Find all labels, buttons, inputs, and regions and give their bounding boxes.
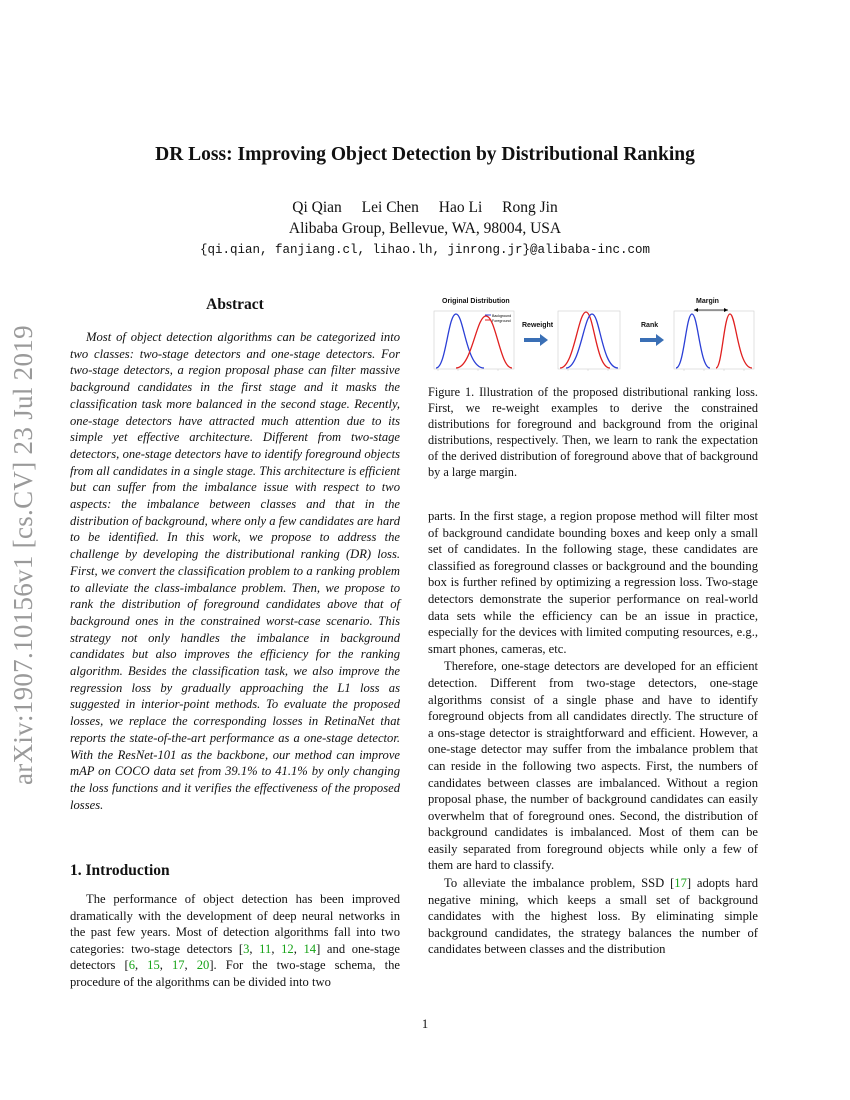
figure-1 — [428, 294, 758, 376]
original-background-curve — [436, 314, 484, 368]
panel-rank-frame — [674, 311, 754, 369]
figure-1-caption — [428, 384, 758, 481]
citation-link[interactable]: 20 — [196, 958, 210, 973]
panel-reweight-frame — [558, 311, 620, 369]
citation-link[interactable]: 14 — [303, 941, 317, 956]
citation-link[interactable]: 17 — [674, 876, 687, 891]
author-name: Lei Chen — [361, 199, 419, 216]
introduction-heading: 1. Introduction — [70, 862, 170, 879]
paragraph-one-stage: Therefore, one-stage detectors are developed for an efficient detection. Different from two-stage detectors, one-stage algorithms consist of a single phase and have to identify foreground objects from all candidates directly. The structure of a ons-stage detector is straightforward and efficient. However, a one-stage detector may suffer from the imbalance problem that can reside in the following two aspects. First, the numbers of candidates between classes are imbalanced. Without a region proposal phase, the number of background candidates can easily overwhelm that of foreground ones. Second, the distribution of background candidates is imbalanced. Most of them can be easily separated from foreground objects while only a few of them are hard to classify. — [428, 659, 758, 873]
citation-link[interactable]: 15 — [147, 958, 160, 973]
ssd-text-a: To alleviate the imbalance problem, SSD [ — [444, 876, 675, 891]
rank-arrow — [640, 334, 664, 346]
reweight-label: Reweight — [522, 322, 554, 329]
legend-background-label: Background — [492, 314, 512, 318]
figure-1-illustration — [428, 294, 758, 376]
introduction-body — [70, 891, 400, 991]
right-column-body — [428, 508, 758, 958]
author-list — [0, 199, 850, 217]
original-foreground-curve — [456, 316, 512, 368]
abstract-text: Most of object detection algorithms can be categorized into two classes: two-stage detectors and one-stage detectors. For two-stage detectors, a region proposal phase can filter massive background candidates in the first stage and it masks the classification task more balanced in the second stage. Recently, one-stage detectors have attracted much attention due to its simple yet effective architecture. Different from two-stage detectors, one-stage detectors have to identify foreground objects from all candidates in a single stage. This architecture is efficient but can suffer from the imbalance issue with respect to two aspects: the imbalance between classes and that in the distribution of background, where only a few candidates are hard to be identified. In this work, we propose to address the challenge by developing the distributional ranking (DR) loss. First, we convert the classification problem to a ranking problem to alleviate the class-imbalance problem. Then, we propose to rank the distribution of foreground candidates above that of background ones in the constrained worst-case scenario. This strategy not only handles the imbalance in background candidates but also improves the efficiency for the ranking algorithm. Besides the classification task, we also improve the regression loss by gradually approaching the L1 loss as suggested in interior-point methods. To evaluate the proposed losses, we replace the corresponding losses in RetinaNet that reports the state-of-the-art performance as a one-stage detector. With the ResNet-101 as the backbone, our method can improve mAP on COCO data set from 39.1% to 41.1% by only changing the loss functions and it verifies the effectiveness of the proposed losses. — [70, 330, 400, 812]
rank-foreground-curve — [716, 314, 752, 368]
citation-link[interactable]: 12 — [281, 941, 294, 956]
introduction-paragraph: The performance of object detection has been improved dramatically with the development of deep neural networks in the past few years. Most of detection algorithms fall into two categories: two-stage detectors [3, 11, 12, 14] and one-stage detectors [6, 15, 17, 20]. For the two-stage schema, the procedure of the algorithms can be divided into two — [70, 892, 401, 989]
author-emails: {qi.qian, fanjiang.cl, lihao.lh, jinrong.jr}@alibaba-inc.com — [199, 243, 651, 257]
figure-title-original: Original Distribution — [442, 298, 510, 305]
abstract-heading: Abstract — [206, 296, 264, 313]
citation-link[interactable]: 11 — [259, 941, 272, 956]
citation-link[interactable]: 17 — [171, 958, 185, 973]
intro-text-a: The performance of object detection has been improved dramatically with the development of deep neural networks in the past few years. Most of detection algorithms fall into two categories: two-stage detectors [ — [70, 892, 400, 956]
caption-text: Figure 1. Illustration of the proposed distributional ranking loss. First, we re-weight examples to derive the constrained distributions for foreground and background from the original distributions, respectively. Then, we learn to rank the expectation of the derived distribution of foreground above that of background by a large margin. — [428, 385, 758, 480]
arxiv-identifier: arXiv:1907.10156v1 [cs.CV] 23 Jul 2019 — [8, 325, 38, 785]
rank-background-curve — [676, 314, 710, 368]
reweight-arrow — [524, 334, 548, 346]
paragraph-two-stage: parts. In the first stage, a region propose method will filter most of background candidate bounding boxes and keep only a small set of candidates. In the following stage, these candidates are classified as foreground classes or background and the bounding box is further refined by optimizing a regression loss. Two-stage detectors demonstrate the superior performance on real-world data sets while the efficiency can be an issue in practice, especially for the devices with limited computing resources, e.g., smart phones, cameras, etc. — [428, 509, 758, 656]
citation-link[interactable]: 6 — [128, 958, 135, 973]
margin-arrowhead-right — [724, 308, 728, 312]
legend-foreground-label: Foreground — [492, 319, 511, 323]
author-name: Hao Li — [438, 199, 483, 216]
rank-label: Rank — [641, 322, 659, 329]
abstract-body — [70, 329, 400, 813]
page-number: 1 — [421, 1017, 429, 1031]
author-name: Qi Qian — [292, 199, 342, 216]
figure-title-margin: Margin — [696, 298, 719, 305]
paragraph-imbalance — [428, 875, 758, 958]
paper-title: DR Loss: Improving Object Detection by Distributional Ranking — [155, 144, 695, 165]
citation-link[interactable]: 3 — [243, 941, 250, 956]
author-name: Rong Jin — [502, 199, 558, 216]
reweight-foreground-curve — [560, 312, 610, 368]
intro-text-c: ]. For the two-stage schema, the procedure of the algorithms can be divided into two — [70, 958, 400, 989]
ssd-text-b: ] adopts hard negative mining, which keeps a small set of background candidates with the highest loss. By eliminating simple background candidates, the strategy balances the number of candidates between classes and the distribution — [428, 876, 759, 957]
affiliation: Alibaba Group, Bellevue, WA, 98004, USA — [288, 220, 562, 237]
margin-arrowhead-left — [694, 308, 698, 312]
intro-text-b: ] and one-stage detectors [ — [70, 941, 401, 973]
